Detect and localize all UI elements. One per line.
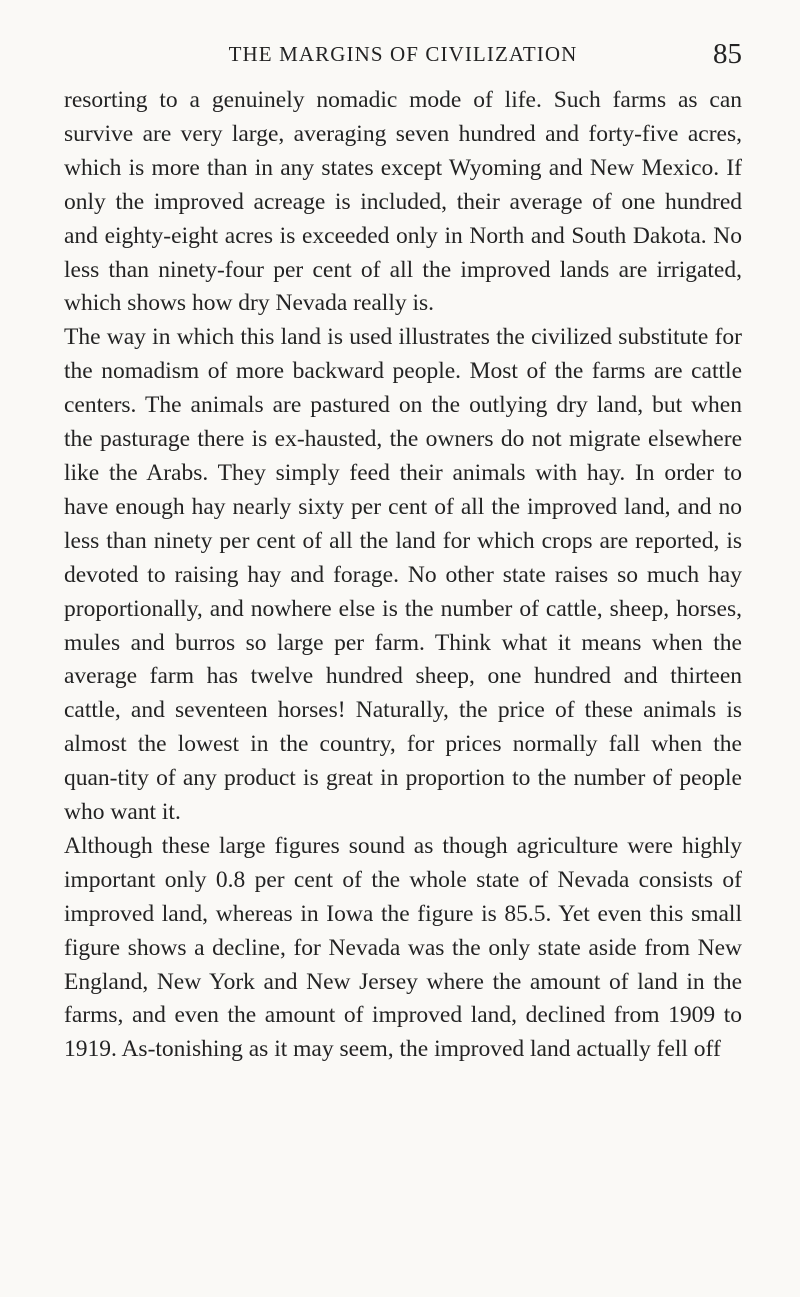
- paragraph-2: The way in which this land is used illustrates the civilized substitute for the nomadism of more backward people. Most of the farms are cattle centers. The animals are pastured on the outlying dry land, but when the pasturage there is ex-hausted, the owners do not migrate elsewhere like the Arabs. They simply feed their animals with hay. In order to have enough hay nearly sixty per cent of all the improved land, and no less than ninety per cent of all the land for which crops are reported, is devoted to raising hay and forage. No other state raises so much hay proportionally, and nowhere else is the number of cattle, sheep, horses, mules and burros so large per farm. Think what it means when the average farm has twelve hundred sheep, one hundred and thirteen cattle, and seventeen horses! Naturally, the price of these animals is almost the lowest in the country, for prices normally fall when the quan-tity of any product is great in proportion to the number of people who want it.: [64, 324, 742, 826]
- text-body: [64, 84, 742, 1067]
- paragraph-3: Although these large figures sound as though agriculture were highly important only 0.8 per cent of the whole state of Nevada consists of improved land, whereas in Iowa the figure is 85.5. Yet even this small figure shows a decline, for Nevada was the only state aside from New England, New York and New Jersey where the amount of land in the farms, and even the amount of improved land, declined from 1909 to 1919. As-tonishing as it may seem, the improved land actually fell off: [64, 832, 742, 1063]
- paragraph-1: resorting to a genuinely nomadic mode of life. Such farms as can survive are very large, averaging seven hundred and forty-five acres, which is more than in any states except Wyoming and New Mexico. If only the improved acreage is included, their average of one hundred and eighty-eight acres is exceeded only in North and South Dakota. No less than ninety-four per cent of all the improved lands are irrigated, which shows how dry Nevada really is.: [64, 87, 742, 317]
- running-head: [64, 38, 742, 78]
- running-title: THE MARGINS OF CIVILIZATION: [228, 42, 578, 66]
- page-number: 85: [713, 38, 742, 70]
